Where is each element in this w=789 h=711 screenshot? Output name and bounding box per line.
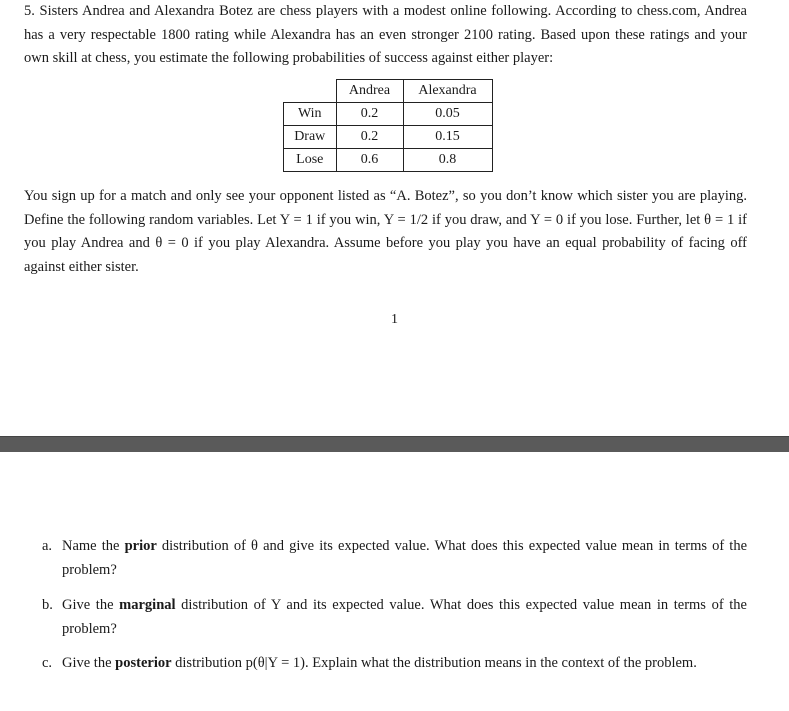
- row-label: Lose: [284, 149, 337, 172]
- page-number: 1: [391, 312, 398, 327]
- question-text: [62, 652, 747, 676]
- table-row: [284, 126, 493, 149]
- question-label: c.: [42, 655, 53, 671]
- row-label: Win: [284, 103, 337, 126]
- problem-setup: You sign up for a match and only see your opponent listed as “A. Botez”, so you don’t know which sister you are playing. Define the following random variables. Let Y = 1 if you win, Y = 1/2 if you draw, and Y = 0 if you lose. Further, let θ = 1 if you play Andrea and θ = 0 if you play Alexandra. Assume before you play you have an equal probability of facing off against either sister.: [24, 188, 747, 275]
- header-alexandra: Alexandra: [403, 80, 492, 103]
- cell-andrea: 0.6: [336, 149, 403, 172]
- question-a: [42, 535, 747, 582]
- cell-alexandra: 0.8: [403, 149, 492, 172]
- table-row: [284, 149, 493, 172]
- page-divider: [0, 436, 789, 452]
- table-corner: [284, 80, 337, 103]
- question-c: [42, 652, 747, 676]
- question-keyword: posterior: [115, 655, 172, 671]
- cell-alexandra: 0.15: [403, 126, 492, 149]
- question-post: distribution of Y and its expected value. What does this expected value mean in terms of the problem?: [62, 597, 747, 637]
- question-pre: Give the: [62, 597, 120, 613]
- table-header-row: [284, 80, 493, 103]
- question-keyword: marginal: [119, 597, 176, 613]
- cell-alexandra: 0.05: [403, 103, 492, 126]
- row-label: Draw: [284, 126, 337, 149]
- question-label: b.: [42, 597, 53, 613]
- cell-andrea: 0.2: [336, 126, 403, 149]
- question-post: distribution p(θ|Y = 1). Explain what the distribution means in the context of the problem.: [171, 655, 697, 671]
- question-keyword: prior: [124, 538, 157, 554]
- question-pre: Give the: [62, 655, 116, 671]
- probability-table: [283, 79, 493, 172]
- header-andrea: Andrea: [336, 80, 403, 103]
- question-text: [62, 594, 747, 641]
- question-b: [42, 594, 747, 641]
- cell-andrea: 0.2: [336, 103, 403, 126]
- question-label: a.: [42, 538, 53, 554]
- problem-intro: 5. Sisters Andrea and Alexandra Botez are chess players with a modest online following. According to chess.com, Andrea has a very respectable 1800 rating while Alexandra has an even stronger 2100 rating. Based upon these ratings and your own skill at chess, you estimate the following probabilities of success against either player:: [24, 3, 747, 66]
- question-text: [62, 535, 747, 582]
- question-pre: Name the: [62, 538, 125, 554]
- question-post: distribution of θ and give its expected value. What does this expected value mean in terms of the problem?: [62, 538, 748, 578]
- table-row: [284, 103, 493, 126]
